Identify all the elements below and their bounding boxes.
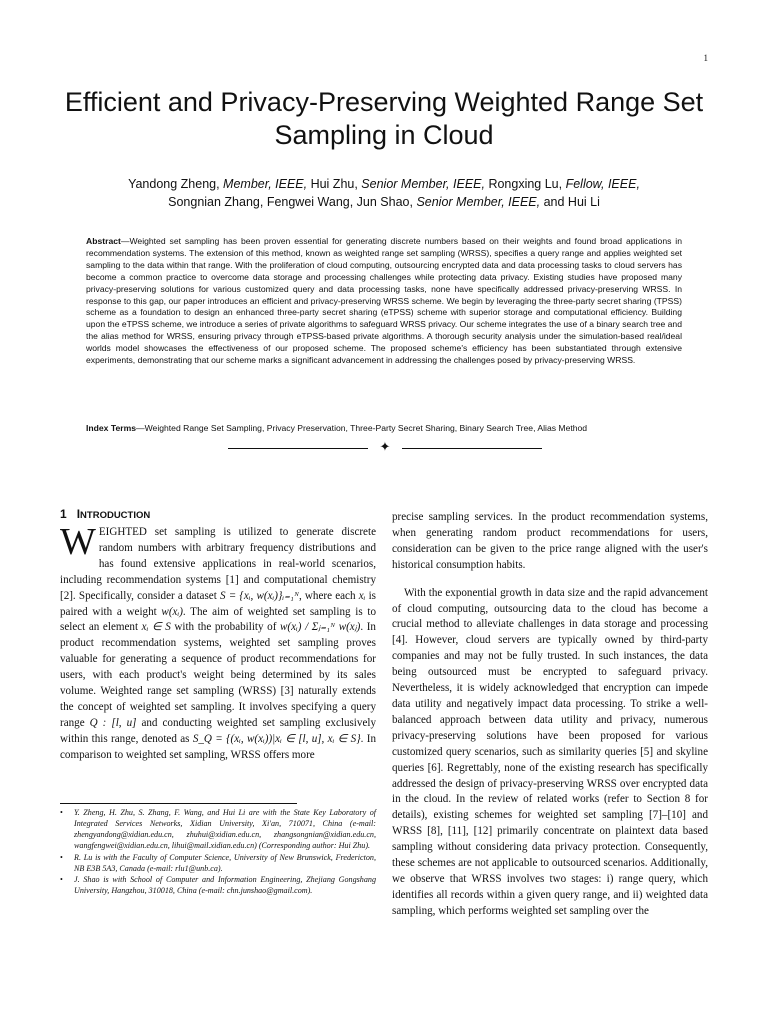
author-text: Hui Zhu,	[307, 177, 362, 191]
separator-line-right	[402, 448, 542, 449]
author-list	[60, 175, 708, 211]
author-line-2	[60, 193, 708, 211]
footnote-text: Y. Zheng, H. Zhu, S. Zhang, F. Wang, and Hui Li are with the State Key Laboratory of Integrated Services Networks, Xidian University, Xi'an, 710071, China (e-mail: zhengyandong@xidian.edu.cn, zhuhui@xidian.edu.cn, zhangsongnian@xidian.edu.cn, wangfengwei@xidian.edu.cn, lihui@mail.xidian.edu.cn) (Corresponding author: Hui Zhu).	[74, 808, 376, 850]
bullet-icon: •	[60, 852, 63, 862]
footnote-rule	[60, 803, 297, 804]
abstract-label: Abstract	[86, 236, 121, 246]
body-text: is paired with a weight	[60, 589, 376, 618]
body-text: set sampling is utilized to generate discrete random numbers with arbitrary frequency distributions and has found extensive applications in real-world scenarios, including recommendation systems [1] and computational chemistry [2]. Specifically, consider a dataset	[60, 526, 376, 602]
body-text: , where each	[298, 589, 359, 602]
author-affiliation: Senior Member, IEEE,	[416, 195, 541, 209]
section-number: 1	[60, 507, 67, 521]
index-terms	[86, 422, 682, 434]
index-terms-label: Index Terms	[86, 423, 136, 433]
author-affiliation: Fellow, IEEE,	[565, 177, 640, 191]
paper-title: Efficient and Privacy-Preserving Weighted Range Set Sampling in Cloud	[64, 87, 704, 150]
footnotes	[60, 808, 376, 898]
separator-diamond-icon: ✦	[379, 440, 391, 455]
abstract	[86, 236, 682, 367]
math-expression: S = {xᵢ, w(xᵢ)}ᵢ₌₁ᴺ	[220, 589, 299, 602]
section-title-rest: NTRODUCTION	[80, 510, 151, 521]
section-separator	[228, 441, 542, 455]
body-text: with the probability of	[170, 621, 280, 634]
section-title-initial: I	[76, 507, 81, 521]
author-affiliation: Senior Member, IEEE,	[361, 177, 485, 191]
page-number: 1	[703, 53, 708, 63]
body-text: . In product recommendation systems, weighted set sampling proves valuable for generating a sequence of product recommendations for users, with each product's weight being determined by its sales volume. Weighted range set sampling (WRSS) [3] naturally extends the concept of weighted set sampling. It involves specifying a query range	[60, 621, 376, 729]
math-expression: xᵢ ∈ S	[141, 621, 171, 634]
footnote-text: J. Shao is with School of Computer and Information Engineering, Zhejiang Gongshang University, Hangzhou, 310018, China (e-mail: chn.junshao@gmail.com).	[74, 875, 376, 896]
math-expression: w(xᵢ)	[161, 605, 183, 618]
separator-line-left	[228, 448, 368, 449]
bullet-icon: •	[60, 808, 63, 817]
math-expression: w(xᵢ) / Σⱼ₌₁ᴺ w(xⱼ)	[280, 621, 361, 634]
body-text: . The aim of weighted set sampling is to select an element	[60, 605, 376, 634]
author-text: Songnian Zhang, Fengwei Wang, Jun Shao,	[168, 195, 417, 209]
body-text: and conducting weighted set sampling exclusively within this range, denoted as	[60, 716, 376, 745]
math-expression: xᵢ	[358, 589, 366, 602]
footnote-item	[60, 808, 376, 852]
author-text: and Hui Li	[540, 195, 600, 209]
right-column	[392, 510, 708, 920]
section-heading-introduction	[60, 507, 150, 521]
intro-paragraph-1	[60, 521, 377, 764]
right-paragraph-1: precise sampling services. In the product recommendation systems, when generating random product recommendations for users, consideration can be given to the price range aligned with the user's historical consumption habits.	[392, 511, 708, 571]
smallcaps-word: EIGHTED	[98, 526, 147, 538]
drop-cap: W	[60, 521, 96, 563]
index-terms-text: —Weighted Range Set Sampling, Privacy Preservation, Three-Party Secret Sharing, Binary Search Tree, Alias Method	[136, 423, 588, 433]
right-paragraph-2: With the exponential growth in data size and the rapid advancement of cloud computing, outsourcing data to the cloud has become a crucial method to alleviate challenges in data storage and processing [4]. However, cloud servers are typically owned by third-party companies and may not be fully trusted. In such instances, the data being outsourced must be encrypted to safeguard privacy. Nevertheless, it is widely acknowledged that encryption can impede data utility and negatively impact data processing. To strike a well-balanced approach between data utility and privacy, numerous privacy-preserving solutions have been proposed for various customized query scenarios, such as similarity queries [5] and skyline queries [6]. Regrettably, none of the existing research has specifically addressed the design of privacy-preserving WRSS over encrypted data in the cloud. In the review of related works (refer to Section 8 for details), existing schemes for weighted set sampling [7]–[10] and WRSS [8], [11], [12] primarily concentrate on plaintext data based sampling without considering data privacy protection. Consequently, these schemes are not applicable to outsourced scenarios. Additionally, we observe that WRSS involves two stages: i) range query, which identifies all records within a given query range, and ii) weighted data sampling, which performs weighted set sampling over the	[392, 586, 708, 917]
author-text: Rongxing Lu,	[484, 177, 566, 191]
body-text: . In comparison to weighted set sampling, WRSS offers more	[60, 732, 377, 761]
math-expression: S_Q = {(xᵢ, w(xᵢ))|xᵢ ∈ [l, u], xᵢ ∈ S}	[192, 732, 361, 745]
footnote-item	[60, 853, 376, 875]
footnote-text: R. Lu is with the Faculty of Computer Science, University of New Brunswick, Fredericton, NB E3B 5A3, Canada (e-mail: rlu1@unb.ca).	[74, 852, 376, 873]
author-affiliation: Member, IEEE,	[223, 177, 308, 191]
bullet-icon: •	[60, 875, 63, 885]
author-text: Yandong Zheng,	[128, 177, 224, 191]
math-expression: Q : [l, u]	[89, 716, 137, 729]
author-line-1	[60, 175, 708, 193]
left-column	[60, 521, 377, 764]
footnote-item	[60, 875, 376, 897]
abstract-text: —Weighted set sampling has been proven essential for generating discrete numbers based on their weights and found broad applications in recommendation systems. The extension of this method, known as weighted range set sampling (WRSS), specifies a query range and applies weighted set sampling to the data within that range. With the proliferation of cloud computing, outsourcing encrypted data and data processing tasks to cloud servers has become a common practice to overcome data storage and processing challenges while protecting data privacy. Existing studies have proposed many privacy-preserving solutions for various customized query and data processing tasks, none have specifically addressed privacy-preserving WRSS. In response to this gap, our paper introduces an efficient and privacy-preserving WRSS scheme. We begin by leveraging the three-party secret sharing (TPSS) scheme as a foundation to design an enhanced three-party secret sharing (eTPSS) scheme with superior storage and computational efficiency. Building upon the eTPSS scheme, we introduce a series of private algorithms to safeguard WRSS privacy. Our scheme integrates the use of a binary search tree and the alias method for WRSS, ensuring privacy through eTPSS-based private algorithms. A thorough security analysis under the simulation-based real/ideal worlds model showcases the effectiveness of our proposed scheme. The proposed scheme's efficiency has been substantiated through extensive experiments, demonstrating that our scheme marks a significant advancement in addressing the challenges posed by privacy-preserving WRSS.	[86, 236, 682, 366]
